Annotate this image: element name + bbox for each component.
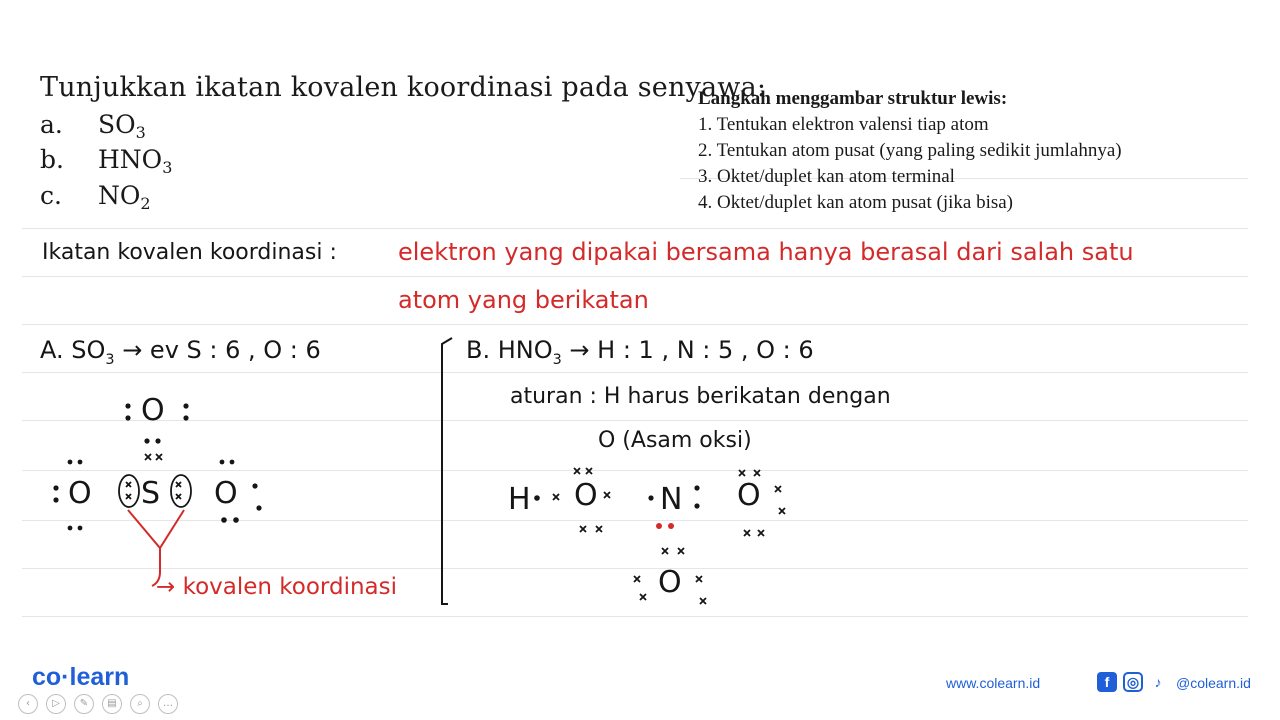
part-b-subscript: 3 — [552, 352, 562, 368]
play-icon[interactable]: ▷ — [46, 694, 66, 714]
steps-heading: Langkah menggambar struktur lewis: — [698, 88, 1008, 109]
b-red-dots — [656, 523, 674, 529]
part-b-rule-2: O (Asam oksi) — [598, 428, 752, 453]
more-icon[interactable]: … — [158, 694, 178, 714]
facebook-icon[interactable]: f — [1097, 672, 1117, 692]
instagram-icon[interactable]: ◎ — [1123, 672, 1143, 692]
atom-h: H — [508, 482, 531, 517]
atom-o-right: O — [214, 476, 238, 511]
atom-o-b-left: O — [574, 478, 598, 513]
part-b-valence: → H : 1 , N : 5 , O : 6 — [569, 336, 814, 364]
colearn-logo: co·learn — [32, 663, 130, 691]
divider-line — [442, 338, 452, 604]
b-electron-dots — [534, 485, 699, 508]
zoom-icon[interactable]: ⌕ — [130, 694, 150, 714]
option-subscript: 3 — [135, 123, 146, 142]
option-label: a. — [40, 110, 63, 139]
coordinate-pointer — [128, 510, 184, 586]
atom-n: N — [660, 482, 683, 517]
option-formula: HNO — [98, 145, 163, 174]
option-formula: SO — [98, 110, 136, 139]
option-label: c. — [40, 181, 62, 210]
part-a-label: A. SO — [40, 336, 106, 364]
social-handle[interactable]: @colearn.id — [1176, 675, 1251, 691]
bond-circle-left — [119, 475, 139, 507]
question-title: Tunjukkan ikatan kovalen koordinasi pada senyawa: — [40, 72, 767, 103]
step-item: 2. Tentukan atom pusat (yang paling sedikit jumlahnya) — [698, 140, 1122, 161]
coordinate-bond-label: → kovalen koordinasi — [156, 574, 398, 600]
part-a-valence: → ev S : 6 , O : 6 — [122, 336, 321, 364]
prev-icon[interactable]: ‹ — [18, 694, 38, 714]
tiktok-icon[interactable]: ♪ — [1148, 672, 1168, 692]
definition-term: Ikatan kovalen koordinasi : — [42, 240, 337, 265]
b-electron-crosses — [553, 468, 785, 604]
part-a-subscript: 3 — [105, 352, 115, 368]
part-b-label: B. HNO — [466, 336, 553, 364]
electron-dots — [53, 403, 261, 530]
step-item: 1. Tentukan elektron valensi tiap atom — [698, 114, 989, 135]
atom-o-left: O — [68, 476, 92, 511]
option-subscript: 2 — [140, 194, 151, 213]
atom-o-b-bottom: O — [658, 565, 682, 600]
option-subscript: 3 — [162, 158, 173, 177]
pages-icon[interactable]: ▤ — [102, 694, 122, 714]
option-label: b. — [40, 145, 64, 174]
bond-circle-right — [171, 475, 191, 507]
website-link[interactable]: www.colearn.id — [946, 675, 1041, 691]
atom-s-center: S — [141, 476, 161, 511]
atom-o-b-right: O — [737, 478, 761, 513]
definition-line-2: atom yang berikatan — [398, 286, 649, 314]
pen-icon[interactable]: ✎ — [74, 694, 94, 714]
step-item: 4. Oktet/duplet kan atom pusat (jika bisa) — [698, 192, 1014, 213]
part-b-rule: aturan : H harus berikatan dengan — [510, 384, 891, 409]
option-formula: NO — [98, 181, 141, 210]
definition-line-1: elektron yang dipakai bersama hanya berasal dari salah satu — [398, 238, 1134, 266]
step-item: 3. Oktet/duplet kan atom terminal — [698, 166, 955, 187]
atom-o-top: O — [141, 393, 165, 428]
